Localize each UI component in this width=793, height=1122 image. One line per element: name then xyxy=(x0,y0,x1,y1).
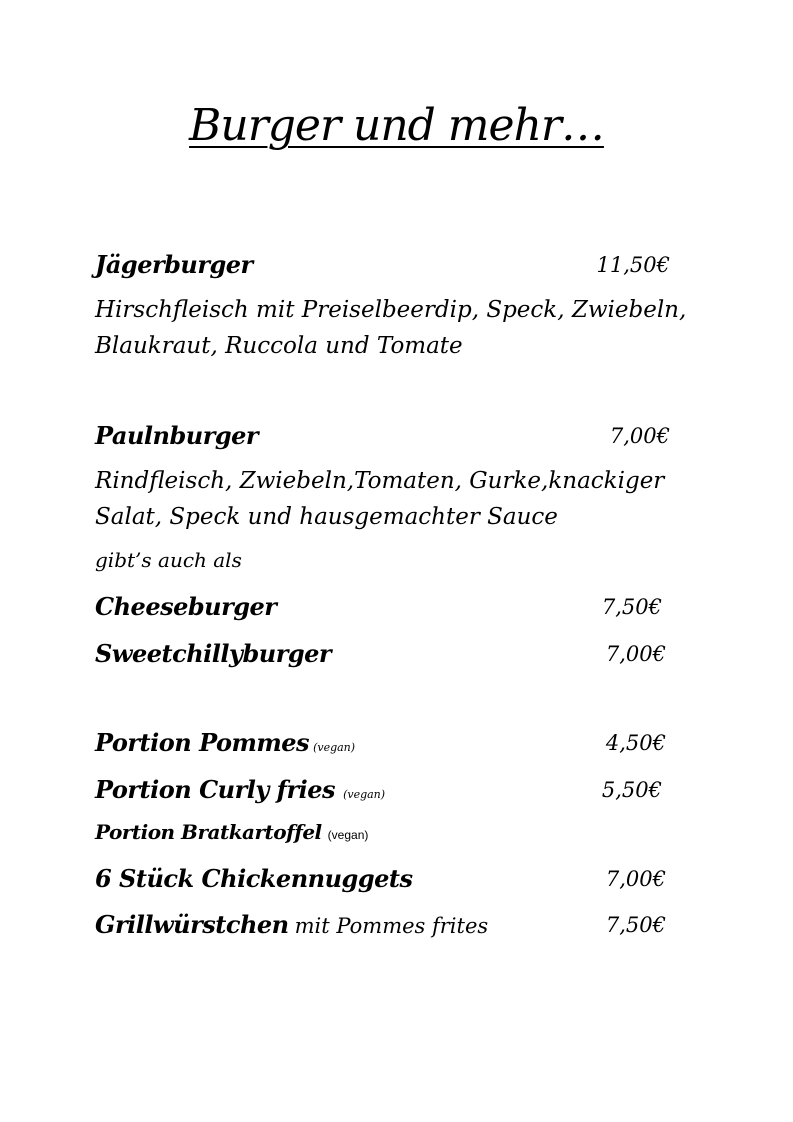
vegan-tag: (vegan) xyxy=(327,828,369,842)
item-description-line: Rindfleisch, Zwiebeln,Tomaten, Gurke,knackiger xyxy=(95,468,665,494)
item-name: Grillwürstchen xyxy=(95,910,289,939)
item-description xyxy=(95,292,695,364)
menu-item-sweetchillyburger xyxy=(95,639,670,668)
menu-item-cheeseburger xyxy=(95,592,670,621)
item-price: 7,00€ xyxy=(605,867,666,891)
item-price: 7,00€ xyxy=(605,642,666,666)
menu-item-paulnburger xyxy=(95,421,670,450)
item-name: Portion Pommes xyxy=(95,728,310,757)
item-price: 7,50€ xyxy=(605,913,666,937)
also-available-note: gibt’s auch als xyxy=(95,548,242,572)
page-title: Burger und mehr… xyxy=(189,100,604,151)
menu-item-portion-curly-fries xyxy=(95,775,670,804)
item-suffix: mit Pommes frites xyxy=(294,914,489,938)
vegan-tag: (vegan) xyxy=(313,741,356,754)
vegan-tag: (vegan) xyxy=(343,788,386,801)
item-name: Portion Bratkartoffel xyxy=(95,820,322,844)
menu-item-portion-bratkartoffel xyxy=(95,820,670,844)
item-name: Cheeseburger xyxy=(95,592,277,621)
item-price: 7,00€ xyxy=(609,424,670,448)
menu-item-portion-pommes xyxy=(95,728,670,757)
item-description-line: Blaukraut, Ruccola und Tomate xyxy=(95,333,463,359)
menu-item-chickennuggets xyxy=(95,864,670,893)
menu-item-jaegerburger xyxy=(95,250,670,279)
item-price: 4,50€ xyxy=(605,731,666,755)
item-price: 7,50€ xyxy=(601,595,662,619)
item-name: 6 Stück Chickennuggets xyxy=(95,864,413,893)
item-description xyxy=(95,463,695,535)
item-name: Paulnburger xyxy=(95,421,259,450)
item-name: Portion Curly fries xyxy=(95,775,336,804)
menu-item-grillwuerstchen xyxy=(95,910,670,939)
item-price: 11,50€ xyxy=(596,253,670,277)
item-description-line: Salat, Speck und hausgemachter Sauce xyxy=(95,504,558,530)
item-name: Sweetchillyburger xyxy=(95,639,332,668)
item-name: Jägerburger xyxy=(95,250,253,279)
item-price: 5,50€ xyxy=(601,778,662,802)
item-description-line: Hirschfleisch mit Preiselbeerdip, Speck, Zwiebeln, xyxy=(95,297,687,323)
